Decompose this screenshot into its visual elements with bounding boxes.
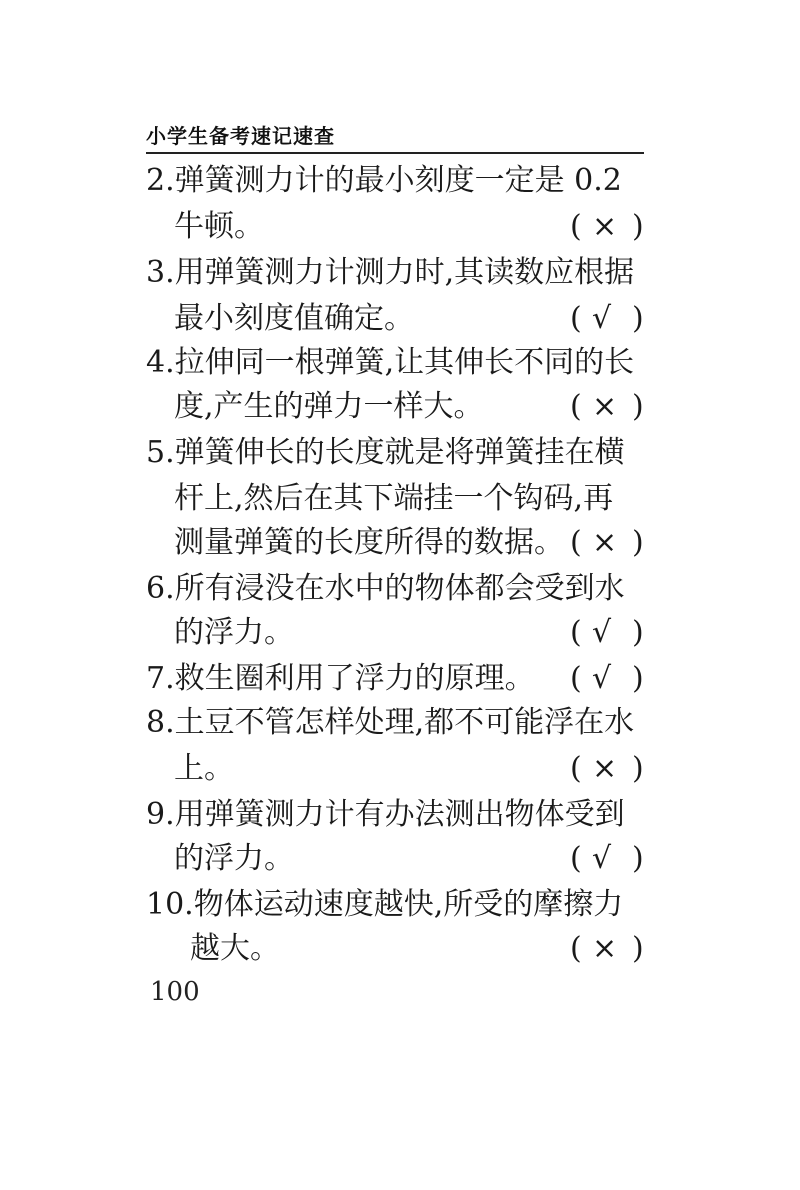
- page-number: 100: [150, 977, 200, 1007]
- book-title: 小学生备考速记速查: [146, 124, 335, 148]
- check-mark: √: [592, 661, 612, 696]
- statement-line: 最小刻度值确定。 ( √ ): [174, 296, 646, 342]
- check-mark: √: [592, 615, 612, 650]
- statement-line: [146, 158, 646, 204]
- statement-line: [146, 340, 646, 386]
- cross-mark: ×: [592, 751, 618, 786]
- statement-text: 4.拉伸同一根弹簧,让其伸长不同的长: [146, 345, 635, 380]
- cross-mark: ×: [592, 389, 618, 424]
- statement-text: 越大。: [190, 931, 280, 966]
- cross-mark: ×: [592, 931, 618, 966]
- statement-text: 最小刻度值确定。: [174, 301, 414, 336]
- statement-line: 越大。 ( × ): [190, 926, 646, 972]
- statement-line: [146, 882, 646, 928]
- statement-line: [174, 476, 646, 522]
- check-mark: √: [592, 841, 612, 876]
- statement-text: 的浮力。: [174, 841, 294, 876]
- statement-text: 3.用弹簧测力计测力时,其读数应根据: [146, 255, 635, 290]
- statement-text: 度,产生的弹力一样大。: [174, 389, 484, 424]
- statement-text: 上。: [174, 751, 234, 786]
- statement-text: 5.弹簧伸长的长度就是将弹簧挂在横: [146, 435, 625, 470]
- statement-line: 上。 ( × ): [174, 746, 646, 792]
- statement-text: 10.物体运动速度越快,所受的摩擦力: [146, 887, 624, 922]
- statement-line: 的浮力。 ( √ ): [174, 836, 646, 882]
- statement-line: [146, 566, 646, 612]
- statement-text: 8.土豆不管怎样处理,都不可能浮在水: [146, 705, 635, 740]
- statement-text: 杆上,然后在其下端挂一个钩码,再: [174, 481, 614, 516]
- statement-line: [146, 430, 646, 476]
- cross-mark: ×: [592, 525, 618, 560]
- statement-line: 测量弹簧的长度所得的数据。 ( × ): [174, 520, 646, 566]
- statement-text: 牛顿。: [174, 209, 264, 244]
- cross-mark: ×: [592, 209, 618, 244]
- statement-line: 度,产生的弹力一样大。 ( × ): [174, 384, 646, 430]
- statement-line: [146, 250, 646, 296]
- statement-text: 7.救生圈利用了浮力的原理。: [146, 661, 535, 696]
- statement-text: 2.弹簧测力计的最小刻度一定是 0.2: [146, 163, 622, 198]
- running-header: [146, 118, 644, 154]
- statement-text: 9.用弹簧测力计有办法测出物体受到: [146, 797, 625, 832]
- statement-text: 的浮力。: [174, 615, 294, 650]
- statement-line: 7.救生圈利用了浮力的原理。 ( √ ): [146, 656, 646, 702]
- statement-text: 6.所有浸没在水中的物体都会受到水: [146, 571, 625, 606]
- check-mark: √: [592, 301, 612, 336]
- statement-line: 的浮力。 ( √ ): [174, 610, 646, 656]
- statement-text: 测量弹簧的长度所得的数据。: [174, 525, 564, 560]
- statement-line: 牛顿。 ( × ): [174, 204, 646, 250]
- statement-line: [146, 700, 646, 746]
- statement-line: [146, 792, 646, 838]
